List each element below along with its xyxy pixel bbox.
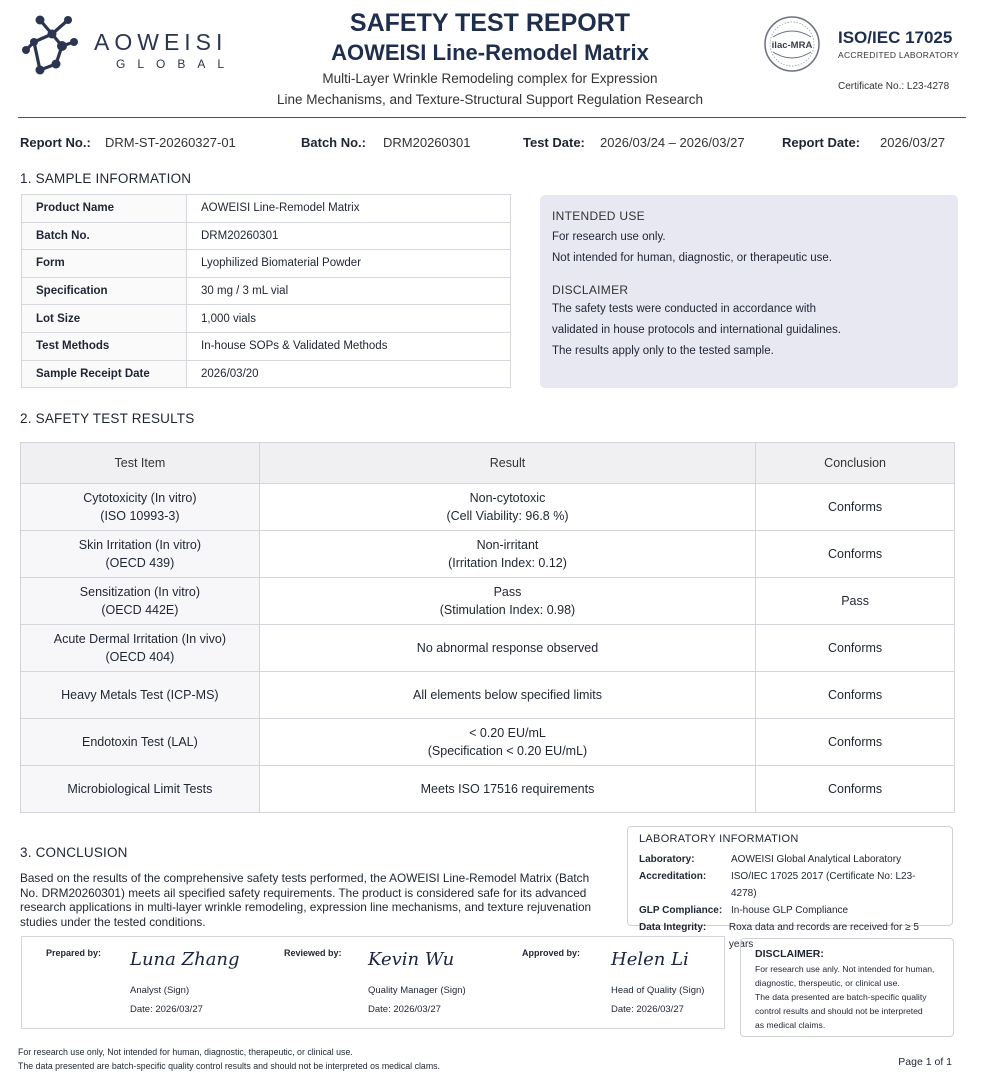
lab-info-key: GLP Compliance: [639,905,723,916]
table-row [22,222,511,250]
certificate-number: Certificate No.: L23-4278 [838,81,950,92]
approved-by-label: Approved by: [522,948,581,958]
result-main: Pass [493,585,522,599]
disclaimer-line: diagnostic, therspeutic, or clinical use. [755,978,900,988]
prepared-by-label: Prepared by: [46,948,102,958]
iso-subtitle: ACCREDITED LABORATORY [838,50,960,60]
table-row [21,719,955,766]
prepared-by-signature: Luna Zhang [130,949,240,970]
conclusion-text: Based on the results of the comprehensive safety tests performed, the AOWEISI Line-Remodel Matrix (Batch No. DRM20260301) meets ail specified safety requirements. The product is considered safe for its advanced research applications in multi-layer wrinkle remodeling, expression line mechanisms, and texture rejuvenation studies under the tested conditions. [20,871,592,929]
result-cell [259,719,755,766]
test-item-name: Sensitization (In vitro) [79,585,200,599]
approved-by-block [498,937,733,1030]
test-item-name: Acute Dermal Irritation (In vivo) [53,632,227,646]
table-row [21,578,955,625]
page-number: Page 1 of 1 [898,1056,952,1068]
result-cell [259,484,755,531]
disclaimer-line: control results and should not be interpreted [755,1006,923,1016]
brand-name: AOWEISI [94,29,228,55]
table-row [21,625,955,672]
footer-notes [18,1045,440,1073]
test-item-cell: Heavy Metals Test (ICP-MS) [21,672,260,719]
result-detail: (Stimulation Index: 0.98) [439,603,576,617]
result-cell [259,578,755,625]
conclusion-cell: Conforms [756,625,955,672]
approved-by-role: Head of Quality (Sign) [611,985,705,996]
sample-value: Lyophilized Biomaterial Powder [187,250,511,278]
company-logo [18,12,238,78]
intended-use-line: For research use only. [552,231,666,243]
prepared-by-date: Date: 2026/03/27 [130,1004,203,1015]
subtitle-line-1: Multi-Layer Wrinkle Remodeling complex for Expression [322,71,658,86]
result-main: Non-irritant [476,538,539,552]
test-item-cell [21,625,260,672]
disclaimer-line: For research use anly. Not intended for human, [755,964,935,974]
sample-value: AOWEISI Line-Remodel Matrix [187,195,511,223]
reviewed-by-date: Date: 2026/03/27 [368,1004,441,1015]
table-row [21,672,955,719]
disclaimer-line: The data presented are batch-specific quality [755,992,927,1002]
table-row [22,360,511,388]
test-date-value: 2026/03/24 – 2026/03/27 [600,135,745,150]
sample-value: In-house SOPs & Validated Methods [187,332,511,360]
seal-text: ilac-MRA [771,40,813,51]
lab-info-value: ISO/IEC 17025 2017 (Certificate No: L23-4278) [730,871,916,899]
test-item-cell [21,484,260,531]
report-title: SAFETY TEST REPORT [349,9,631,37]
disclaimer-heading: DISCLAIMER: [755,948,824,960]
approved-by-date: Date: 2026/03/27 [611,1004,684,1015]
test-item-cell [21,531,260,578]
prepared-by-block [22,937,257,1030]
lab-info-value: Roxa data and records are received for ≥ 5 years [728,922,919,950]
disclaimer-line: validated in house protocols and international guidalines. [552,324,841,336]
lab-info-key: Data Integrity: [639,922,707,933]
prepared-by-role: Analyst (Sign) [130,985,190,996]
lab-info-row [639,851,941,868]
title-block [250,8,730,110]
report-no-value: DRM-ST-20260327-01 [105,135,236,150]
report-date-label: Report Date: [782,135,861,150]
reviewed-by-signature: Kevin Wu [368,949,455,970]
test-date-label: Test Date: [523,135,585,150]
subtitle-line-2: Line Mechanisms, and Texture-Structural Support Regulation Research [277,92,703,107]
footer-line: For research use only, Not intended for human, diagnostic, therapeutic, or clinical use. [18,1047,353,1057]
sample-key: Form [22,250,187,278]
table-row [21,531,955,578]
result-main: < 0.20 EU/mL [469,726,546,740]
test-item-cell: Microbiological Limit Tests [21,766,260,813]
table-row [22,250,511,278]
test-item-method: (OECD 439) [105,556,175,570]
result-cell: Meets ISO 17516 requirements [259,766,755,813]
conclusion-cell: Conforms [756,719,955,766]
intended-use-panel [540,195,958,388]
reviewed-by-label: Reviewed by: [284,948,342,958]
ilac-mra-seal-icon [763,15,821,73]
result-detail: (Cell Viability: 96.8 %) [446,509,569,523]
sample-key: Product Name [22,195,187,223]
test-item-cell [21,578,260,625]
sample-value: 1,000 vials [187,305,511,333]
reviewed-by-block [260,937,495,1030]
lab-info-row [639,868,941,902]
report-date-value: 2026/03/27 [880,135,946,150]
table-row [22,305,511,333]
signature-panel [21,936,725,1029]
conclusion-section-title: 3. CONCLUSION [20,845,128,860]
table-row [21,484,955,531]
test-item-name: Cytotoxicity (In vitro) [83,491,197,505]
table-row [21,766,955,813]
table-row [22,332,511,360]
intended-use-heading: INTENDED USE [552,209,645,223]
batch-no-label: Batch No.: [301,135,366,150]
intended-use-line: Not intended for human, diagnostic, or therapeutic use. [552,252,833,264]
sample-key: Sample Receipt Date [22,360,187,388]
conclusion-cell: Pass [756,578,955,625]
report-meta-row [20,135,960,151]
disclaimer-line: as medical claims. [755,1020,826,1030]
disclaimer-line: The results apply only to the tested sample. [552,345,774,357]
batch-no-value: DRM20260301 [383,135,471,150]
lab-info-key: Laboratory: [639,854,695,865]
result-detail: (Specification < 0.20 EU/mL) [427,744,588,758]
lab-info-value: AOWEISI Global Analytical Laboratory [731,854,902,865]
sample-key: Specification [22,277,187,305]
disclaimer-panel [740,938,954,1037]
brand-subtitle: GLOBAL [116,57,237,71]
column-header-test-item: Test Item [21,443,260,484]
conclusion-cell: Conforms [756,484,955,531]
reviewed-by-role: Quality Manager (Sign) [368,985,466,996]
sample-key: Batch No. [22,222,187,250]
lab-info-value: In-house GLP Compliance [731,905,849,916]
results-section-title: 2. SAFETY TEST RESULTS [20,411,195,426]
sample-value: DRM20260301 [187,222,511,250]
test-item-method: (OECD 404) [105,650,175,664]
column-header-result: Result [259,443,755,484]
report-no-label: Report No.: [20,135,91,150]
header-divider [18,117,966,118]
lab-info-row [639,902,941,919]
conclusion-cell: Conforms [756,766,955,813]
test-item-method: (OECD 442E) [101,603,179,617]
sample-key: Lot Size [22,305,187,333]
table-header-row [21,443,955,484]
approved-by-signature: Helen Li [611,949,689,970]
conclusion-cell: Conforms [756,531,955,578]
disclaimer-heading: DISCLAIMER [552,283,629,297]
test-item-name: Skin Irritation (In vitro) [78,538,202,552]
disclaimer-line: The safety tests were conducted in accordance with [552,303,817,315]
sample-value: 2026/03/20 [187,360,511,388]
result-cell: No abnormal response observed [259,625,755,672]
column-header-conclusion: Conclusion [756,443,955,484]
result-detail: (Irritation Index: 0.12) [448,556,567,570]
molecule-logo-icon [18,12,88,78]
iso-title: ISO/IEC 17025 [838,28,953,47]
table-row [22,195,511,223]
test-item-method: (ISO 10993-3) [100,509,180,523]
result-cell: All elements below specified limits [259,672,755,719]
sample-key: Test Methods [22,332,187,360]
lab-info-heading: LABORATORY INFORMATION [639,833,799,845]
sample-value: 30 mg / 3 mL vial [187,277,511,305]
footer-line: The data presented are batch-specific quality control results and should not be interpreted os medical clams. [18,1061,440,1071]
conclusion-cell: Conforms [756,672,955,719]
result-main: Non-cytotoxic [469,491,546,505]
lab-info-key: Accreditation: [639,871,707,882]
laboratory-info-panel [627,826,953,950]
product-title: AOWEISI Line-Remodel Matrix [331,40,649,65]
test-item-cell: Endotoxin Test (LAL) [21,719,260,766]
results-table [20,442,955,813]
table-row [22,277,511,305]
sample-section-title: 1. SAMPLE INFORMATION [20,171,192,186]
result-cell [259,531,755,578]
sample-info-table [21,194,511,388]
